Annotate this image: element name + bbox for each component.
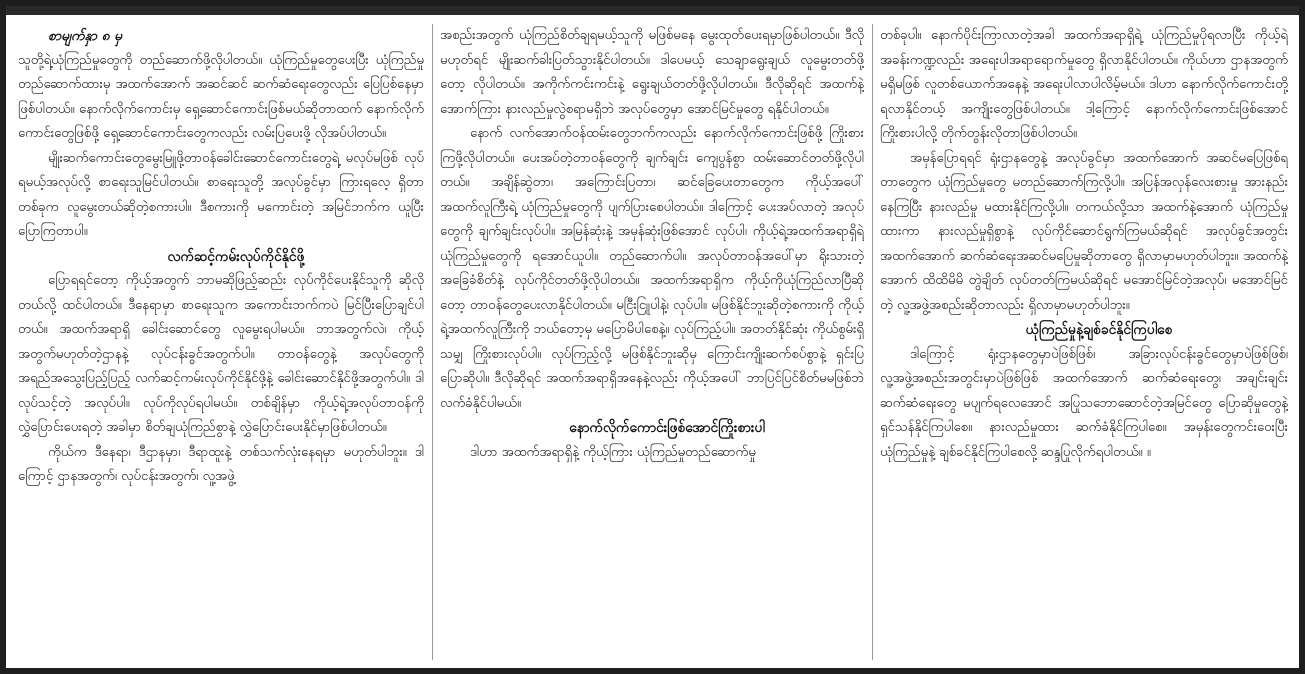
section-heading: လက်ဆင့်ကမ်းလုပ်ကိုင်နိုင်ဖို့ bbox=[167, 248, 305, 265]
paragraph: တစ်ခုပါ။ နောက်ပိုင်းကြာလာတဲ့အခါ အထက်အရာရှိရဲ့ ယုံကြည်မှုပိုရလာပြီး ကိုယ့်ရဲ့အခန်းကဏ္ဍလည်း အရေးပါအရာရောက်မှုတွေ ရှိလာနိုင်ပါတယ်။ ကိုယ်ဟာ ဌာနအတွက် မရှိမဖြစ် လူတစ်ယောက်အနေနဲ့ အရေးပါလာပါလိမ့်မယ်။ ဒါဟာ နောက်လိုက်ကောင်းတို့ ရလာနိုင်တယ့် အကျိုးတွေဖြစ်ပါတယ်။ ဒါ့ကြောင့် နောက်လိုက်ကောင်းဖြစ်အောင် ကြိုးစားပါလို့ တိုက်တွန်းလိုတာဖြစ်ပါတယ်။ bbox=[880, 28, 1288, 141]
paragraph: သူတို့ရဲ့ယုံကြည်မှုတွေကို တည်ဆောက်ဖို့လိုပါတယ်။ ယုံကြည်မှုတွေပေးပြီး ယုံကြည်မှုတည်ဆောက်ထားမှ အထက်အောက် အဆင်ဆင် ဆက်ဆံရေးတွေလည်း ပြေပြစ်နေမှာဖြစ်ပါတယ်။ နောက်လိုက်ကောင်းမှ ရှေ့ဆောင်ကောင်းဖြစ်မယ်ဆိုတာထက် နောက်လိုက်ကောင်းတွေဖြစ်ဖို့ ရှေ့ဆောင်ကောင်းတွေကလည်း လမ်းပြပေးဖို့ လိုအပ်ပါတယ်။ bbox=[18, 52, 424, 141]
column-divider bbox=[432, 24, 433, 660]
paragraph: အမှန်ပြောရရင် ရုံးဌာနတွေနဲ့ အလုပ်ခွင်မှာ အထက်အောက် အဆင်မပြေဖြစ်ရတာတွေက ယုံကြည်မှုတွေ မတည်ဆောက်ကြလို့ပါ။ အပြန်အလှန်လေးစားမှု အားနည်းနေကြပြီး နားလည်မှု မထားနိုင်ကြလို့ပါ။ တကယ်လို့သာ အထက်နဲ့အောက် ယုံကြည်မှုထားကာ နားလည်မှုရှိစွာနဲ့ လုပ်ကိုင်ဆောင်ရွက်ကြမယ်ဆိုရင် အလုပ်ခွင်အတွင်း အထက်အောက် ဆက်ဆံရေးအဆင်မပြေမှုဆိုတာတွေ ရှိလာမှာမဟုတ်ပါဘူး။ အထက်နဲ့အောက် ထိထိမိမိ တွဲချိတ် လုပ်တတ်ကြမယ်ဆိုရင် မအောင်မြင်တဲ့အလုပ်၊ မအောင်မြင်တဲ့ လူ့အဖွဲ့အစည်းဆိုတာလည်း ရှိလာမှာမဟုတ်ပါဘူး။ bbox=[880, 150, 1288, 313]
top-border-bar bbox=[6, 6, 1299, 15]
paragraph: ပြောရရင်တော့ ကိုယ့်အတွက် ဘာမဆိုဖြည့်ဆည်း လုပ်ကိုင်ပေးနိုင်သူကို ဆိုလိုတယ်လို့ ထင်ပါတယ်။ ဒီနေရာမှာ စာရေးသူက အကောင်းဘက်ကပဲ မြင်ပြီးပြောချင်ပါတယ်။ အထက်အရာရှိ ခေါင်းဆောင်တွေ လူမွေးရပါမယ်။ ဘာအတွက်လဲ၊ ကိုယ့်အတွက်မဟုတ်တဲ့ဌာနနဲ့ လုပ်ငန်းခွင်အတွက်ပါ။ တာဝန်တွေနဲ့ အလုပ်တွေကို အရည်အသွေးပြည့်ပြည့် လက်ဆင့်ကမ်းလုပ်ကိုင်နိုင်ဖို့နဲ့ ခေါင်းဆောင်နိုင်ဖို့အတွက်ပါ။ ဒါလုပ်သင့်တဲ့ အလုပ်ပါ။ လုပ်ကိုလုပ်ရပါမယ်။ တစ်ချိန်မှာ ကိုယ့်ရဲ့အလုပ်တာဝန်ကို လွှဲပြောင်းပေးရတဲ့ အခါမှာ စိတ်ချယုံကြည်စွာနဲ့ လွှဲပြောင်းပေးနိုင်မှာဖြစ်ပါတယ်။ bbox=[18, 273, 424, 435]
paragraph: ဒါကြောင့် ရုံးဌာနတွေမှာပဲဖြစ်ဖြစ်၊ အခြားလုပ်ငန်းခွင်တွေမှာပဲဖြစ်ဖြစ်၊ လူ့အဖွဲ့အစည်းအတွင်းမှာပဲဖြစ်ဖြစ် အထက်အောက် ဆက်ဆံရေးတွေ၊ အချင်းချင်းဆက်ဆံရေးတွေ မပျက်ရလေအောင် အပြုသဘောဆောင်တဲ့အမြင်တွေ ပြောဆိုမှုတွေနဲ့ ရှင်သန်နိုင်ကြပါစေ။ နားလည်မှုထား ဆက်ခံနိုင်ကြပါစေ။ အမှန်းတွေကင်းဝေးပြီး ယုံကြည်မှုနဲ့ ချစ်ခင်နိုင်ကြပါစေလို့ ဆန္ဒပြုလိုက်ရပါတယ်။ ။ bbox=[880, 346, 1288, 460]
continued-from-label: စာမျက်နှာ ၈ မှ bbox=[48, 28, 123, 44]
article-page bbox=[6, 6, 1299, 668]
paragraph: ကိုယ်က ဒီနေရာ၊ ဒီဌာနမှာ၊ ဒီရာထူးနဲ့ တစ်သက်လုံးနေရမှာ မဟုတ်ပါဘူး။ ဒါကြောင့် ဌာနအတွက်၊ လုပ်ငန်းအတွက်၊ လူ့အဖွဲ့ bbox=[18, 444, 424, 484]
column-right bbox=[880, 24, 1288, 660]
column-middle bbox=[440, 24, 864, 660]
paragraph: အစည်းအတွက် ယုံကြည်စိတ်ချရမယ့်သူကို မဖြစ်မနေ မွေးထုတ်ပေးရမှာဖြစ်ပါတယ်။ ဒီလိုမဟုတ်ရင် မျိုးဆက်ခါးပြတ်သွားနိုင်ပါတယ်။ ဒါပေမယ့် သေချာရွေးချယ် လူမွေးတတ်ဖို့တော့ လိုပါတယ်။ အကိုက်ကင်းကင်းနဲ့ ရွေးချယ်တတ်ဖို့လိုပါတယ်။ ဒီလိုဆိုရင် အထက်နဲ့ အောက်ကြား နားလည်မှုလွဲစရာမရှိဘဲ အလုပ်တွေမှာ အောင်မြင်မှုတွေ ရနိုင်ပါတယ်။ bbox=[440, 28, 864, 117]
paragraph: နောက် လက်အောက်ဝန်ထမ်းတွေဘက်ကလည်း နောက်လိုက်ကောင်းဖြစ်ဖို့ ကြိုးစားကြဖို့လိုပါတယ်။ ပေးအပ်တဲ့တာဝန်တွေကို ချက်ချင်း ကျေပွန်စွာ ထမ်းဆောင်တတ်ဖို့လိုပါတယ်။ အချိန်ဆွဲတာ၊ အကြောင်းပြတာ၊ ဆင်ခြေပေးတာတွေက ကိုယ့်အပေါ် အထက်လူကြီးရဲ့ ယုံကြည်မှုတွေကို ပျက်ပြားစေပါတယ်။ ဒါကြောင့် ပေးအပ်လာတဲ့ အလုပ်တွေကို ချက်ချင်းလုပ်ပါ။ အမြန်ဆုံးနဲ့ အမှန်ဆုံးဖြစ်အောင် လုပ်ပါ၊ ကိုယ့်ရဲ့အထက်အရာရှိရဲ့ ယုံကြည်မှုတွေကို ရအောင်ယူပါ။ တည်ဆောက်ပါ။ အလုပ်တာဝန်အပေါ်မှာ ရိုးသားတဲ့အခြေခံစိတ်နဲ့ လုပ်ကိုင်တတ်ဖို့လိုပါတယ်။ အထက်အရာရှိက ကိုယ့်ကိုယုံကြည်လာပြီဆိုတော့ တာဝန်တွေပေးလာနိုင်ပါတယ်။ မငြီးငြူပါနဲ့၊ လုပ်ပါ။ မဖြစ်နိုင်ဘူးဆိုတဲ့စကားကို ကိုယ့်ရဲ့အထက်လူကြီးကို ဘယ်တော့မှ မပြောမိပါစေနဲ့။ လုပ်ကြည့်ပါ။ အတတ်နိုင်ဆုံး ကိုယ်စွမ်းရှိသမျှ ကြိုးစားလုပ်ပါ။ လုပ်ကြည့်လို့ မဖြစ်နိုင်ဘူးဆိုမှ ကြောင်းကျိုးဆက်စပ်စွာနဲ့ ရှင်းပြပြောဆိုပါ။ ဒီလိုဆိုရင် အထက်အရာရှိအနေနဲ့လည်း ကိုယ့်အပေါ် ဘာပြင်ပြင်စိတ်မမဖြစ်ဘဲ လက်ခံနိုင်ပါမယ်။ bbox=[440, 126, 864, 411]
column-left bbox=[18, 24, 424, 660]
section-heading: နောက်လိုက်ကောင်းဖြစ်အောင်ကြိုးစားပါ bbox=[569, 420, 765, 436]
column-divider bbox=[872, 24, 873, 660]
paragraph: မျိုးဆက်ကောင်းတွေမွေးမြူဖို့တာဝန်ခေါင်းဆောင်ကောင်းတွေရဲ့ မလုပ်မဖြစ် လုပ်ရမယ့်အလုပ်လို့ စာရေးသူမြင်ပါတယ်။ စာရေးသူတို့ အလုပ်ခွင်မှာ ကြားရလေ့ ရှိတာတစ်ခုက လူမွေးတယ်ဆိုတဲ့စကားပါ။ ဒီစကားကို မကောင်းတဲ့ အမြင်ဘက်က ယူပြီး ပြောကြတာပါ။ bbox=[18, 150, 424, 239]
section-heading: ယုံကြည်မှုနဲ့ချစ်ခင်နိုင်ကြပါစေ bbox=[1025, 322, 1173, 338]
paragraph: ဒါဟာ အထက်အရာရှိနဲ့ ကိုယ့်ကြား ယုံကြည်မှုတည်ဆောက်မှု bbox=[470, 444, 756, 460]
